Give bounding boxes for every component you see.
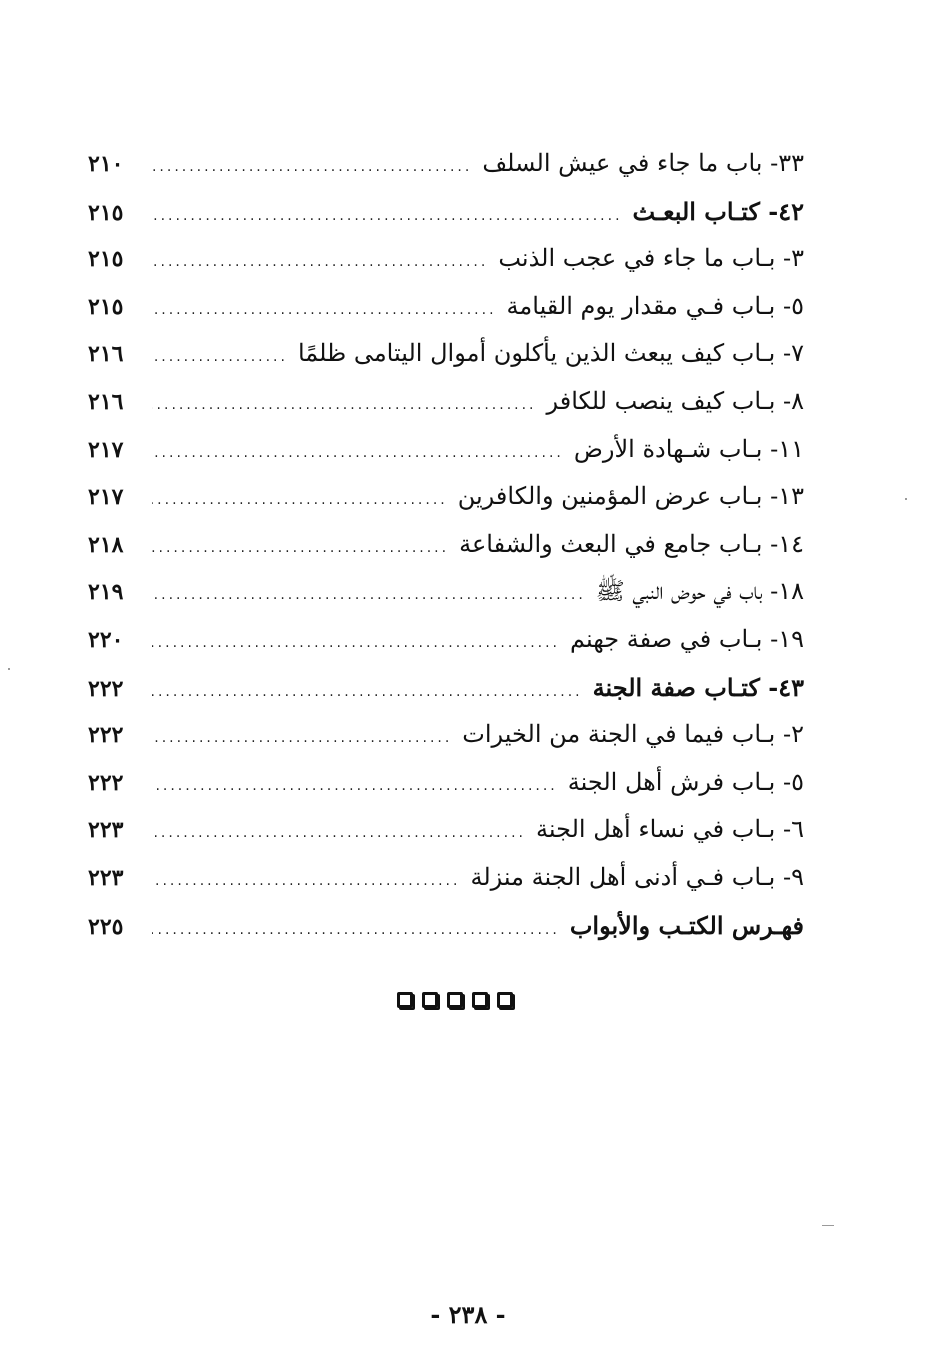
dot-leader — [152, 430, 564, 478]
toc-entry-title: ١١- بـاب شـهادة الأرض — [573, 434, 804, 463]
ornament-square-icon — [397, 992, 413, 1008]
toc-entry-title: ٤٣- كتـاب صفة الجنة — [592, 672, 804, 702]
toc-entry-title: ٨- بـاب كيف ينصب للكافر — [546, 386, 804, 415]
toc-entry-page-number: ٢١٠ — [88, 151, 124, 177]
toc-entry — [88, 854, 804, 902]
toc-entry — [88, 235, 804, 283]
dot-leader — [152, 477, 448, 525]
toc-entry-title: ١٤- بـاب جامع في البعث والشفاعة — [459, 529, 804, 558]
toc-entry — [88, 521, 804, 569]
toc-entry — [88, 283, 804, 331]
dot-leader — [152, 382, 537, 430]
toc-entry-title: ٢- بـاب فيما في الجنة من الخيرات — [462, 720, 804, 749]
toc-entry — [88, 426, 804, 474]
dot-leader — [152, 763, 558, 811]
toc-entry-title: ١٨- باب في حوض النبي ﷺ — [595, 577, 804, 606]
toc-entry-page-number: ٢١٩ — [88, 579, 124, 606]
toc-entry-page-number: ٢١٥ — [88, 293, 124, 320]
table-of-contents — [88, 140, 804, 949]
toc-entry-page-number: ٢٢٢ — [88, 769, 124, 796]
dot-leader — [152, 572, 586, 620]
dot-leader — [152, 907, 560, 955]
dot-leader — [152, 620, 560, 668]
page-number: - ٢٣٨ - — [430, 1300, 506, 1329]
toc-entry-page-number: ٢٢٢ — [88, 722, 124, 749]
toc-entry-title: ١٩- بـاب في صفة جهنم — [570, 624, 804, 653]
scan-mark — [822, 1225, 834, 1226]
dot-leader — [152, 669, 583, 717]
toc-entry-title: ١٣- بـاب عرض المؤمنين والكافرين — [457, 482, 804, 511]
toc-entry-page-number: ٢١٧ — [88, 484, 124, 511]
toc-entry-page-number: ٢٢٣ — [88, 864, 124, 891]
scan-mark — [8, 668, 10, 670]
dot-leader — [152, 239, 488, 287]
scan-mark — [905, 498, 907, 500]
toc-entry-title: ٥- بـاب فـي مقدار يوم القيامة — [506, 291, 804, 320]
toc-section-heading — [88, 188, 804, 236]
dot-leader — [152, 715, 452, 763]
dot-leader — [152, 334, 288, 382]
toc-entry — [88, 378, 804, 426]
toc-entry-page-number: ٢١٦ — [88, 341, 124, 368]
ornament-square-icon — [422, 992, 438, 1008]
toc-entry — [88, 330, 804, 378]
ornament-square-icon — [472, 992, 488, 1008]
ornament-square-icon — [497, 992, 513, 1008]
toc-entry-page-number: ٢١٨ — [88, 531, 124, 558]
toc-entry — [88, 711, 804, 759]
toc-entry-title: فهـرس الكتـب والأبواب — [569, 910, 804, 940]
dot-leader — [152, 525, 449, 573]
ornament-square-icon — [447, 992, 463, 1008]
toc-entry-title: ٧- بـاب كيف يبعث الذين يأكلون أموال اليتامى ظلمًا — [297, 339, 804, 368]
toc-entry — [88, 806, 804, 854]
toc-section-heading — [88, 902, 804, 950]
section-end-ornament — [397, 992, 513, 1008]
toc-entry-title: ٤٢- كتـاب البعـث — [632, 196, 804, 226]
toc-entry-page-number: ٢٢٥ — [88, 913, 124, 940]
dot-leader — [152, 810, 526, 858]
toc-entry — [88, 616, 804, 664]
toc-entry-title: ٣- بـاب ما جاء في عجب الذنب — [498, 244, 804, 273]
toc-entry-title: ٩- بـاب فـي أدنى أهل الجنة منزلة — [470, 862, 804, 891]
toc-entry-page-number: ٢٢٠ — [88, 626, 124, 653]
toc-entry — [88, 759, 804, 807]
toc-entry-page-number: ٢١٧ — [88, 436, 124, 463]
toc-entry-page-number: ٢١٥ — [88, 199, 124, 226]
dot-leader — [152, 144, 472, 192]
dot-leader — [152, 858, 460, 906]
toc-entry-title: ٥- بـاب فرش أهل الجنة — [567, 767, 804, 796]
toc-entry-page-number: ٢٢٣ — [88, 817, 124, 844]
toc-entry — [88, 140, 804, 188]
toc-entry — [88, 568, 804, 616]
dot-leader — [152, 287, 497, 335]
toc-entry-title: ٦- بـاب في نساء أهل الجنة — [535, 815, 804, 844]
toc-entry-title: ٣٣- باب ما جاء في عيش السلف — [482, 149, 804, 177]
toc-section-heading — [88, 664, 804, 712]
dot-leader — [152, 193, 623, 241]
toc-entry-page-number: ٢٢٢ — [88, 675, 124, 702]
toc-entry-page-number: ٢١٦ — [88, 388, 124, 415]
toc-entry-page-number: ٢١٥ — [88, 246, 124, 273]
toc-entry — [88, 473, 804, 521]
